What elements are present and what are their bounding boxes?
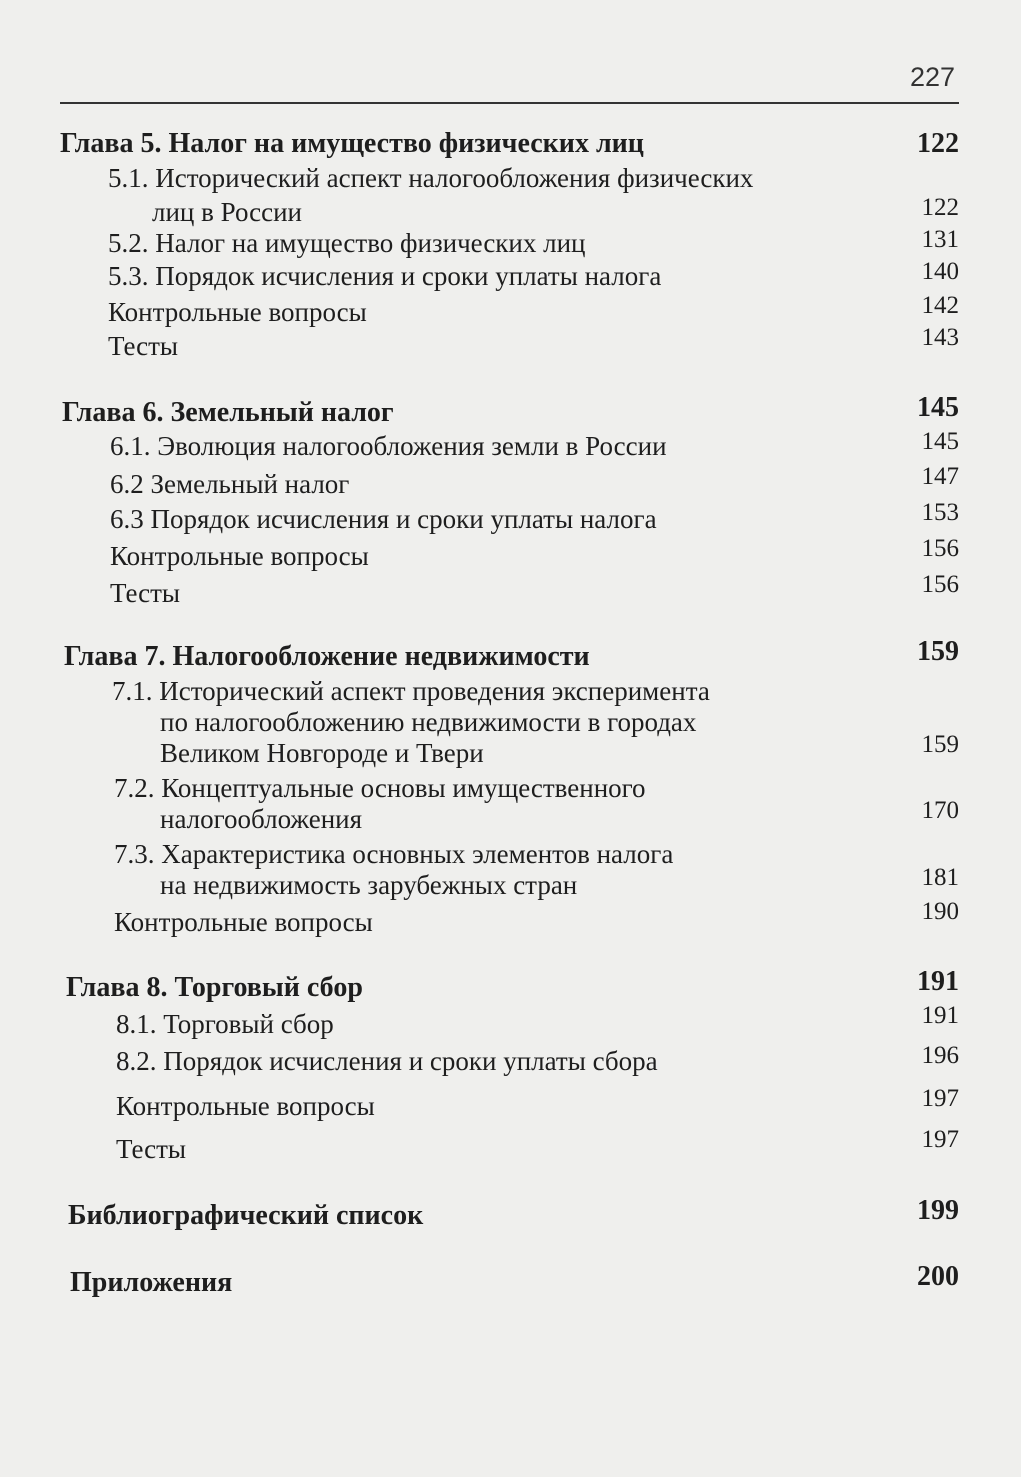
entry-page: 170 — [921, 797, 959, 824]
entry-page: 122 — [921, 194, 959, 221]
entry-page: 156 — [921, 535, 959, 562]
entry-page: 196 — [921, 1042, 959, 1069]
appendix-title[interactable]: Приложения — [70, 1267, 233, 1298]
chapter-page: 191 — [917, 966, 959, 997]
chapter-title[interactable]: Глава 7. Налогообложение недвижимости — [64, 641, 590, 672]
chapter-page: 145 — [917, 392, 959, 423]
entry-page: 191 — [921, 1002, 959, 1029]
toc-entry[interactable]: 7.2. Концептуальные основы имущественного — [114, 773, 646, 803]
entry-page: 197 — [921, 1085, 959, 1112]
toc-entry[interactable]: 6.2 Земельный налог — [110, 469, 350, 499]
toc-entry[interactable]: Контрольные вопросы — [108, 297, 367, 327]
entry-page: 181 — [921, 864, 959, 891]
toc-entry[interactable]: 5.3. Порядок исчисления и сроки уплаты налога — [108, 261, 662, 291]
toc-entry[interactable]: 5.1. Исторический аспект налогообложения физических — [108, 163, 754, 193]
chapter-page: 199 — [917, 1195, 959, 1226]
bibliography-title[interactable]: Библиографический список — [68, 1200, 424, 1231]
toc-entry[interactable]: 7.3. Характеристика основных элементов налога — [114, 839, 674, 869]
entry-page: 142 — [921, 292, 959, 319]
chapter-title[interactable]: Глава 6. Земельный налог — [62, 397, 394, 428]
toc-entry[interactable]: 6.1. Эволюция налогообложения земли в России — [110, 431, 667, 461]
toc-entry[interactable]: Контрольные вопросы — [114, 907, 373, 937]
toc-entry[interactable]: Контрольные вопросы — [110, 541, 369, 571]
entry-page: 147 — [921, 463, 959, 490]
entry-page: 140 — [921, 258, 959, 285]
chapter-title[interactable]: Глава 8. Торговый сбор — [66, 972, 363, 1003]
chapter-page: 159 — [917, 636, 959, 667]
toc-entry[interactable]: Контрольные вопросы — [116, 1091, 375, 1121]
toc-entry[interactable]: Тесты — [110, 578, 181, 608]
toc-entry-continued[interactable]: на недвижимость зарубежных стран — [160, 870, 578, 900]
entry-page: 159 — [921, 731, 959, 758]
toc-entry-continued[interactable]: лиц в России — [152, 197, 303, 227]
toc-entry[interactable]: 8.1. Торговый сбор — [116, 1009, 334, 1039]
toc-entry[interactable]: 8.2. Порядок исчисления и сроки уплаты сбора — [116, 1046, 658, 1076]
toc-entry-continued[interactable]: Великом Новгороде и Твери — [160, 738, 484, 768]
entry-page: 143 — [921, 324, 959, 351]
toc-entry[interactable]: Тесты — [108, 331, 179, 361]
toc-entry[interactable]: 5.2. Налог на имущество физических лиц — [108, 228, 586, 258]
chapter-page: 200 — [917, 1261, 959, 1292]
toc-entry[interactable]: 7.1. Исторический аспект проведения эксперимента — [112, 676, 710, 706]
entry-page: 156 — [921, 571, 959, 598]
toc-entry[interactable]: 6.3 Порядок исчисления и сроки уплаты налога — [110, 504, 657, 534]
toc-entry-continued[interactable]: налогообложения — [160, 804, 363, 834]
entry-page: 145 — [921, 428, 959, 455]
entry-page: 131 — [921, 226, 959, 253]
chapter-page: 122 — [917, 128, 959, 159]
toc-entry[interactable]: Тесты — [116, 1134, 187, 1164]
page-number: 227 — [909, 62, 955, 92]
entry-page: 197 — [921, 1126, 959, 1153]
entry-page: 190 — [921, 898, 959, 925]
toc-entry-continued[interactable]: по налогообложению недвижимости в городах — [160, 707, 697, 737]
entry-page: 153 — [921, 499, 959, 526]
chapter-title[interactable]: Глава 5. Налог на имущество физических лиц — [60, 128, 644, 159]
